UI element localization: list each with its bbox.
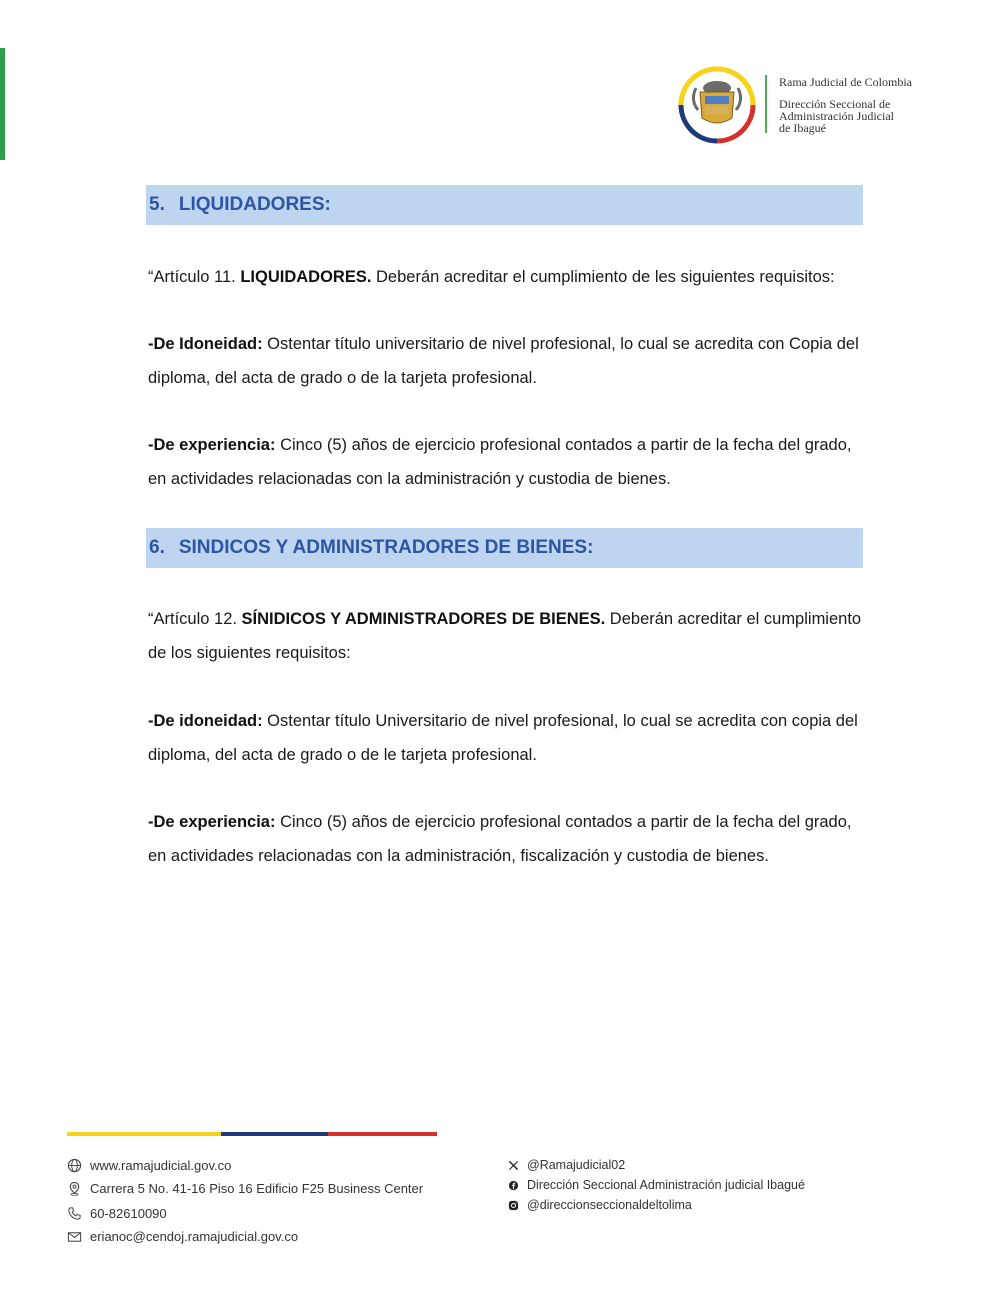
article-intro — [148, 260, 864, 294]
article-text: Deberán acreditar el cumplimiento de los siguientes requisitos: — [148, 610, 862, 662]
instagram-icon — [508, 1200, 519, 1211]
left-accent-bar — [0, 48, 5, 160]
requirement-paragraph — [148, 327, 864, 395]
footer-x[interactable] — [508, 1158, 625, 1172]
org-subline: Administración Judicial — [779, 109, 894, 123]
org-subline: Dirección Seccional de — [779, 97, 891, 111]
x-logo-icon — [508, 1160, 519, 1171]
email-link[interactable]: erianoc@cendoj.ramajudicial.gov.co — [90, 1229, 299, 1244]
article-heading: LIQUIDADORES. — [240, 268, 372, 286]
website-link[interactable]: www.ramajudicial.gov.co — [90, 1158, 232, 1173]
footer-stripe-blue — [221, 1132, 328, 1136]
section-heading — [146, 185, 863, 225]
requirement-paragraph — [148, 805, 864, 873]
footer-facebook[interactable] — [508, 1178, 805, 1192]
envelope-icon — [67, 1229, 82, 1244]
header-divider — [765, 75, 767, 133]
globe-icon — [67, 1158, 82, 1173]
footer-instagram[interactable] — [508, 1198, 692, 1212]
requirement-text: Cinco (5) años de ejercicio profesional contados a partir de la fecha del grado, en actividades relacionadas con la administración, fiscalización y custodia de bienes. — [148, 813, 852, 865]
requirement-text: Ostentar título universitario de nivel profesional, lo cual se acredita con Copia del diploma, del acta de grado o de la tarjeta profesional. — [148, 335, 859, 387]
footer-phone[interactable] — [67, 1206, 167, 1221]
footer-email[interactable] — [67, 1229, 298, 1244]
article-text: Deberán acreditar el cumplimiento de les siguientes requisitos: — [371, 268, 835, 286]
requirement-text: Cinco (5) años de ejercicio profesional contados a partir de la fecha del grado, en actividades relacionadas con la administración y custodia de bienes. — [148, 436, 852, 488]
section-number: 5. — [149, 194, 165, 215]
requirement-label: -De idoneidad: — [148, 712, 263, 730]
header-text — [779, 75, 912, 134]
requirement-label: -De experiencia: — [148, 436, 276, 454]
phone-link[interactable]: 60-82610090 — [90, 1206, 167, 1221]
footer-website[interactable] — [67, 1158, 231, 1173]
article-prefix: “Artículo 11. — [148, 268, 241, 286]
requirement-paragraph — [148, 428, 864, 496]
org-name: Rama Judicial de Colombia — [779, 75, 912, 89]
requirement-paragraph — [148, 704, 864, 772]
article-prefix: “Artículo 12. — [148, 610, 242, 628]
address-text: Carrera 5 No. 41-16 Piso 16 Edificio F25 Business Center — [90, 1181, 424, 1196]
facebook-link[interactable]: Dirección Seccional Administración judicial Ibagué — [527, 1178, 805, 1192]
facebook-icon — [508, 1180, 519, 1191]
instagram-link[interactable]: @direccionseccionaldeltolima — [527, 1198, 692, 1212]
requirement-text: Ostentar título Universitario de nivel profesional, lo cual se acredita con copia del diploma, del acta de grado o de le tarjeta profesional. — [148, 712, 858, 764]
footer-stripe-yellow — [67, 1132, 221, 1136]
org-subline: de Ibagué — [779, 121, 826, 135]
footer-address — [67, 1181, 423, 1196]
coat-of-arms-logo — [678, 66, 756, 144]
section-title: SINDICOS Y ADMINISTRADORES DE BIENES: — [178, 537, 594, 558]
phone-icon — [67, 1206, 82, 1221]
section-number: 6. — [149, 537, 165, 558]
section-title: LIQUIDADORES: — [178, 194, 331, 215]
location-pin-icon — [67, 1181, 82, 1196]
section-heading — [146, 528, 863, 568]
article-heading: SÍNIDICOS Y ADMINISTRADORES DE BIENES. — [241, 610, 606, 628]
requirement-label: -De experiencia: — [148, 813, 276, 831]
footer-stripe-red — [328, 1132, 437, 1136]
requirement-label: -De Idoneidad: — [148, 335, 263, 353]
article-intro — [148, 602, 864, 670]
x-handle-link[interactable]: @Ramajudicial02 — [527, 1158, 626, 1172]
